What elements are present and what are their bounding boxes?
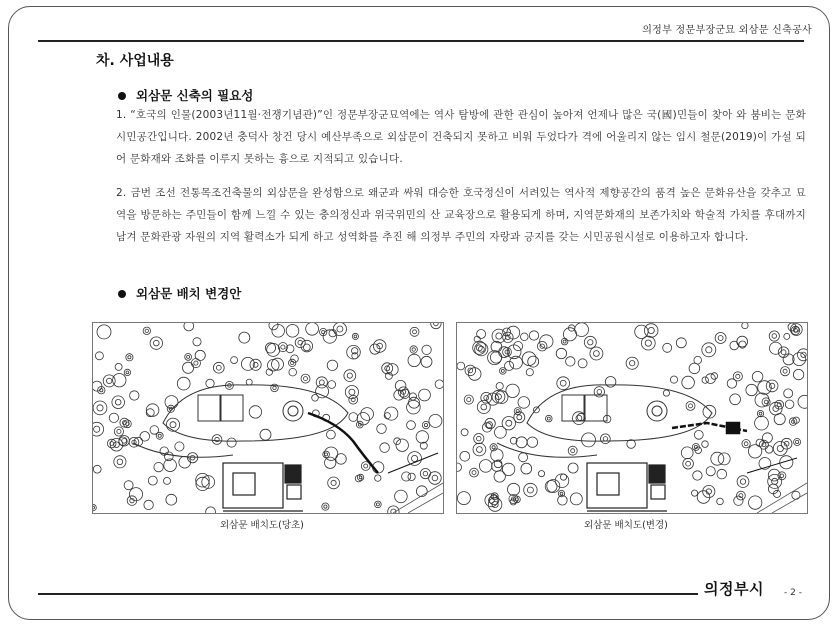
tree-canopy: [457, 323, 807, 511]
section-title: 차. 사업내용: [96, 53, 174, 69]
paragraph-1: 1. “호국의 인물(2003년11월·전쟁기념관)”인 정문부장군묘역에는 역사 탐방에 관한 관심이 높아져 언제나 많은 국(國)민들이 찾아 와 붐비는 문화시민공간입니다. 2002년 충덕사 창건 당시 예산부족으로 외삼문이 건축되지 못하고 비워 두었다가 격에 어울리지 않는 임시 철문(2019)이 가설 되어 문화재와 조화를 이루지 못하는 흉으로 지적되고 있습니다.: [116, 109, 806, 165]
bullet-heading-layout: [118, 284, 241, 302]
header-title: 의정부 정문부장군묘 외삼문 신축공사: [642, 25, 812, 36]
bullet-heading-layout-label: 외삼문 배치 변경안: [136, 286, 242, 301]
site-plan-revised: [456, 322, 808, 514]
bullet-icon: [118, 290, 126, 298]
footer-logo: 의정부시: [704, 580, 764, 598]
bullet-heading-need-label: 외삼문 신축의 필요성: [136, 88, 254, 103]
tomb-terraces: [133, 385, 348, 457]
road: [757, 483, 807, 513]
header-divider: [38, 40, 804, 42]
page-number: - 2 -: [784, 588, 802, 598]
caption-revised: 외삼문 배치도(변경): [584, 520, 668, 531]
paragraph-2: 2. 금번 조선 전통목조건축물의 외삼문을 완성함으로 왜군과 싸워 대승한 호국정신이 서려있는 역사적 제향공간의 품격 높은 문화유산을 갖추고 묘역을 방문하는 주민들이 함께 느낄 수 있는 충의정신과 위국위민의 산 교육장으로 활용되게 하며, 지역문화재의 보존가치와 학술적 가치를 후대까지 남겨 문화관광 자원의 지역 활력소가 되게 하고 성역화를 추진 해 의정부 주민의 자랑과 긍지를 갖는 시민공원시설로 이용하고자 합니다.: [116, 187, 806, 243]
bullet-icon: [118, 92, 126, 100]
tree-canopy: [93, 323, 443, 513]
shrine-building: [223, 463, 303, 511]
caption-original: 외삼문 배치도(당초): [220, 520, 304, 531]
footer-divider: [38, 593, 698, 595]
site-plan-original: [92, 322, 444, 514]
bullet-heading-need: [118, 86, 253, 104]
site-plan-original-drawing: [93, 323, 443, 513]
shrine-building: [587, 463, 667, 511]
site-plan-revised-drawing: [457, 323, 807, 513]
